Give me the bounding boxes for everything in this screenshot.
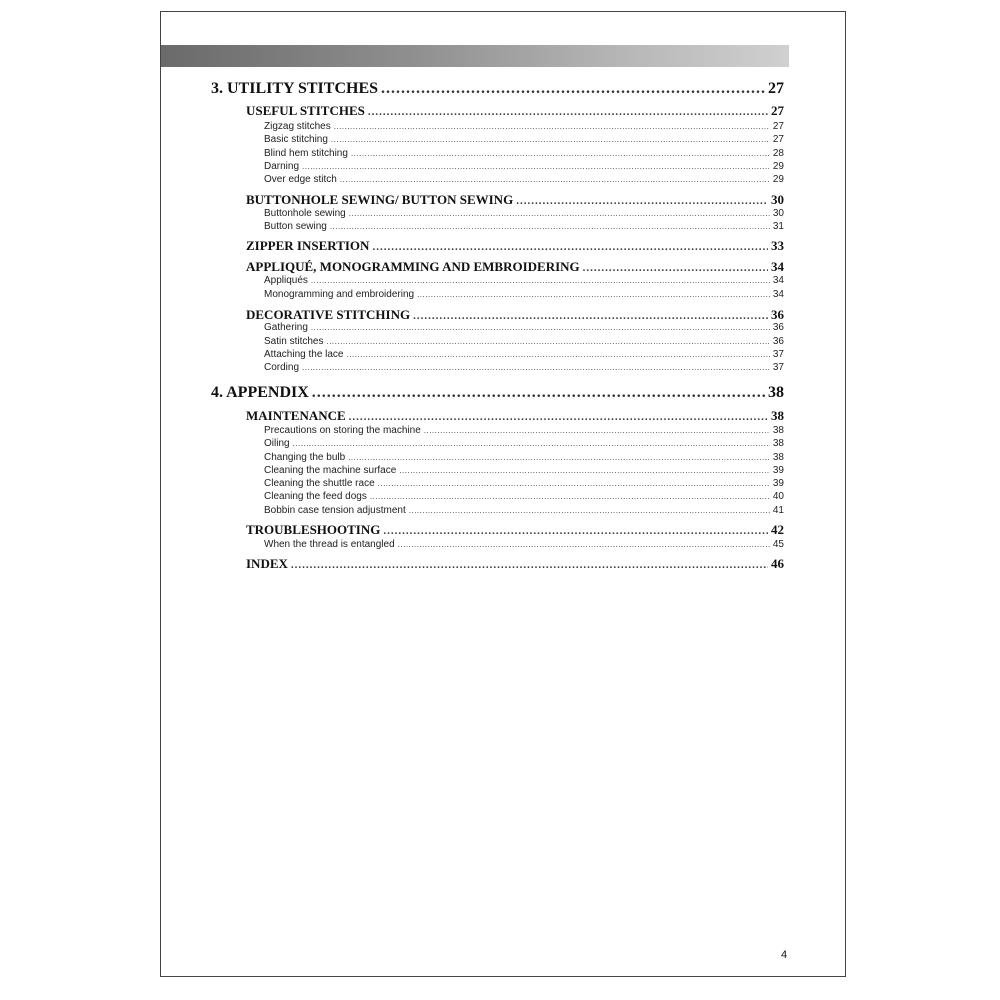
- page-number: 4: [781, 949, 788, 961]
- toc-entry-oiling[interactable]: [264, 438, 784, 449]
- toc-leader: [409, 506, 770, 515]
- toc-label: Changing the bulb: [264, 452, 346, 463]
- toc-leader: [516, 195, 768, 207]
- toc-leader: [417, 290, 770, 299]
- toc-page: 40: [772, 491, 784, 502]
- toc-page: 34: [771, 259, 784, 274]
- toc-label: Attaching the lace: [264, 349, 344, 360]
- toc-label: 4. APPENDIX: [211, 384, 309, 401]
- toc-leader: [331, 135, 770, 144]
- toc-label: Cording: [264, 362, 300, 373]
- toc-page: 38: [771, 408, 784, 423]
- toc-leader: [302, 363, 770, 372]
- toc-label: INDEX: [246, 556, 288, 571]
- manual-page: [160, 11, 846, 977]
- toc-entry-satin[interactable]: [264, 336, 784, 347]
- toc-section-decorative[interactable]: [246, 307, 784, 323]
- toc-leader: [349, 209, 770, 218]
- toc-leader: [399, 466, 770, 475]
- toc-label: Cleaning the machine surface: [264, 465, 397, 476]
- toc-page: 36: [772, 336, 784, 347]
- toc-page: 34: [772, 275, 784, 286]
- toc-leader: [378, 479, 770, 488]
- toc-label: MAINTENANCE: [246, 408, 346, 423]
- toc-entry-blind-hem[interactable]: [264, 148, 784, 159]
- toc-entry-gathering[interactable]: [264, 322, 784, 333]
- toc-page: 39: [772, 478, 784, 489]
- toc-leader: [348, 453, 770, 462]
- toc-entry-buttonhole-sewing[interactable]: [264, 208, 784, 219]
- toc-leader: [398, 540, 770, 549]
- toc-page: 34: [772, 289, 784, 300]
- toc-label: APPLIQUÉ, MONOGRAMMING AND EMBROIDERING: [246, 259, 580, 274]
- toc-label: Blind hem stitching: [264, 148, 348, 159]
- toc-section-index[interactable]: [246, 556, 784, 572]
- toc-page: 45: [772, 539, 784, 550]
- toc-entry-shuttle[interactable]: [264, 478, 784, 489]
- toc-section-zipper[interactable]: [246, 238, 784, 254]
- toc-leader: [368, 106, 768, 118]
- toc-label: Buttonhole sewing: [264, 208, 346, 219]
- toc-leader: [351, 149, 770, 158]
- toc-label: Over edge stitch: [264, 174, 337, 185]
- toc-page: 38: [772, 438, 784, 449]
- toc-page: 30: [772, 208, 784, 219]
- toc-chapter-utility-stitches[interactable]: [211, 80, 784, 98]
- toc-label: When the thread is entangled: [264, 539, 395, 550]
- toc-leader: [340, 175, 770, 184]
- toc-entry-storing[interactable]: [264, 425, 784, 436]
- toc-entry-feed-dogs[interactable]: [264, 491, 784, 502]
- toc-page: 37: [772, 362, 784, 373]
- toc-entry-darning[interactable]: [264, 161, 784, 172]
- toc-label: Satin stitches: [264, 336, 324, 347]
- toc-page: 27: [771, 103, 784, 118]
- toc-leader: [349, 411, 768, 423]
- toc-page: 38: [772, 425, 784, 436]
- header-gradient-band: [161, 45, 789, 67]
- toc-label: Gathering: [264, 322, 308, 333]
- toc-leader: [312, 384, 765, 402]
- toc-label: TROUBLESHOOTING: [246, 522, 381, 537]
- toc-leader: [311, 323, 770, 332]
- toc-section-useful-stitches[interactable]: [246, 103, 784, 119]
- toc-page: 27: [772, 121, 784, 132]
- toc-label: Button sewing: [264, 221, 327, 232]
- toc-page: 39: [772, 465, 784, 476]
- toc-page: 37: [772, 349, 784, 360]
- toc-label: 3. UTILITY STITCHES: [211, 80, 379, 97]
- toc-leader: [291, 559, 768, 571]
- toc-page: 30: [771, 192, 784, 207]
- toc-label: Cleaning the feed dogs: [264, 491, 367, 502]
- toc-entry-cording[interactable]: [264, 362, 784, 373]
- toc-label: Zigzag stitches: [264, 121, 331, 132]
- toc-page: 29: [772, 161, 784, 172]
- toc-label: Basic stitching: [264, 134, 328, 145]
- toc-page: 38: [768, 384, 784, 401]
- toc-leader: [372, 241, 768, 253]
- toc-leader: [383, 525, 768, 537]
- toc-entry-appliques[interactable]: [264, 275, 784, 286]
- toc-page: 33: [771, 238, 784, 253]
- toc-label: ZIPPER INSERTION: [246, 238, 370, 253]
- toc-leader: [302, 162, 770, 171]
- toc-entry-monogramming[interactable]: [264, 289, 784, 300]
- toc-label: Cleaning the shuttle race: [264, 478, 375, 489]
- toc-section-buttonhole[interactable]: [246, 192, 784, 208]
- toc-section-maintenance[interactable]: [246, 408, 784, 424]
- toc-leader: [311, 276, 770, 285]
- toc-label: Darning: [264, 161, 300, 172]
- toc-page: 27: [772, 134, 784, 145]
- toc-chapter-appendix[interactable]: [211, 384, 784, 402]
- toc-page: 36: [771, 307, 784, 322]
- toc-page: 31: [772, 221, 784, 232]
- toc-page: 38: [772, 452, 784, 463]
- toc-leader: [381, 80, 765, 98]
- toc-label: Oiling: [264, 438, 290, 449]
- toc-label: Appliqués: [264, 275, 308, 286]
- toc-leader: [413, 310, 768, 322]
- toc-entry-button-sewing[interactable]: [264, 221, 784, 232]
- toc-page: 27: [768, 80, 784, 97]
- toc-entry-surface[interactable]: [264, 465, 784, 476]
- toc-leader: [330, 222, 770, 231]
- toc-leader: [583, 262, 768, 274]
- toc-label: Monogramming and embroidering: [264, 289, 415, 300]
- toc-leader: [424, 426, 770, 435]
- toc-page: 28: [772, 148, 784, 159]
- toc-entry-bobbin[interactable]: [264, 505, 784, 516]
- toc-page: 36: [772, 322, 784, 333]
- toc-leader: [347, 350, 770, 359]
- toc-page: 29: [772, 174, 784, 185]
- toc-leader: [293, 439, 770, 448]
- toc-entry-lace[interactable]: [264, 349, 784, 360]
- toc-entry-zigzag[interactable]: [264, 121, 784, 132]
- toc-leader: [326, 337, 769, 346]
- toc-leader: [370, 492, 770, 501]
- toc-section-troubleshooting[interactable]: [246, 522, 784, 538]
- toc-page: 42: [771, 522, 784, 537]
- toc-label: Bobbin case tension adjustment: [264, 505, 406, 516]
- toc-entry-entangled[interactable]: [264, 539, 784, 550]
- toc-page: 46: [771, 556, 784, 571]
- toc-entry-basic[interactable]: [264, 134, 784, 145]
- toc-page: 41: [772, 505, 784, 516]
- toc-label: Precautions on storing the machine: [264, 425, 421, 436]
- toc-section-applique[interactable]: [246, 259, 784, 275]
- toc-label: BUTTONHOLE SEWING/ BUTTON SEWING: [246, 192, 514, 207]
- toc-entry-bulb[interactable]: [264, 452, 784, 463]
- toc-label: USEFUL STITCHES: [246, 103, 365, 118]
- toc-label: DECORATIVE STITCHING: [246, 307, 411, 322]
- toc-entry-over-edge[interactable]: [264, 174, 784, 185]
- toc-leader: [334, 122, 770, 131]
